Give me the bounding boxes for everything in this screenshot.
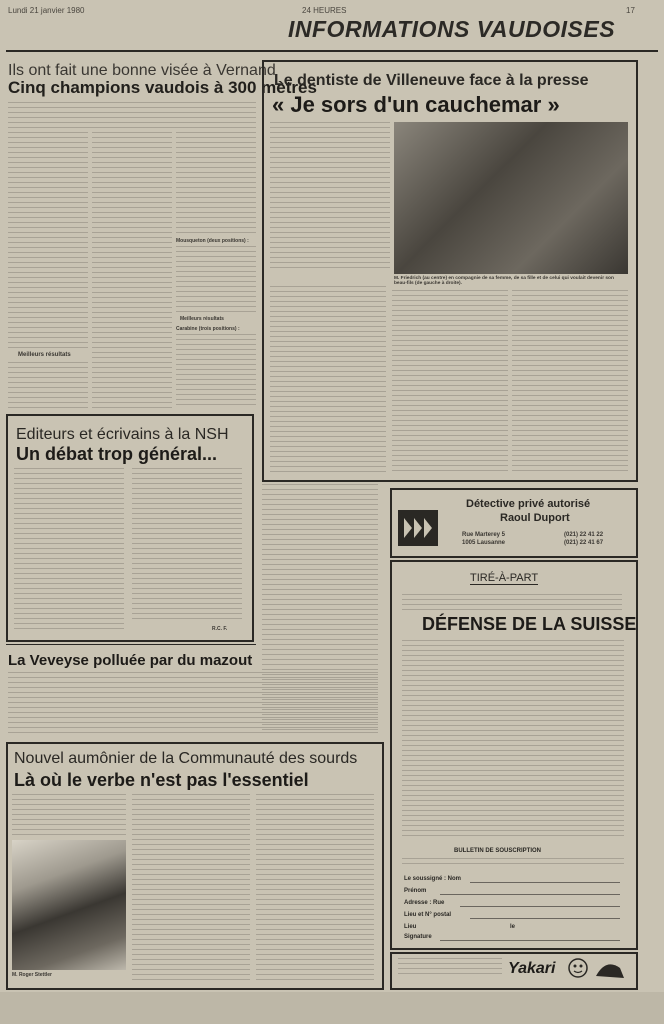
newspaper-name: 24 HEURES	[302, 6, 347, 15]
vernand-col-3c	[176, 334, 256, 408]
detective-address-2: 1005 Lausanne	[462, 540, 506, 546]
sourds-kicker: Nouvel aumônier de la Communauté des sourds	[14, 750, 358, 767]
coupon-field-name[interactable]: Le soussigné : Nom	[404, 876, 462, 882]
vernand-headline: Cinq champions vaudois à 300 mètres	[8, 78, 317, 97]
dentiste-headline: « Je sors d'un cauchemar »	[272, 92, 560, 117]
vernand-kicker: Ils ont fait une bonne visée à Vernand	[8, 62, 276, 79]
stettler-caption: M. Roger Stettler	[12, 972, 53, 978]
detective-name: Raoul Duport	[500, 512, 570, 524]
dentiste-col-2	[392, 290, 508, 472]
dentiste-intro	[270, 122, 390, 272]
tire-a-part-body	[402, 640, 624, 840]
coupon-field-date[interactable]: le	[510, 924, 516, 930]
dentiste-photo	[394, 122, 628, 274]
vernand-col3-results: Meilleurs résultats	[180, 316, 224, 322]
coupon-line-prenom	[440, 894, 620, 895]
stettler-photo	[12, 840, 126, 970]
yakari-brand: Yakari	[508, 960, 556, 977]
veveyse-rule	[6, 644, 256, 645]
coupon-line-adresse	[460, 906, 620, 907]
vernand-col-3a	[176, 132, 256, 234]
veveyse-body	[8, 672, 378, 736]
nsh-headline: Un débat trop général...	[16, 444, 218, 464]
detective-title: Détective privé autorisé	[466, 498, 591, 510]
sourds-col-2	[132, 794, 250, 980]
vernand-col-1	[8, 132, 88, 350]
sourds-headline: Là où le verbe n'est pas l'essentiel	[14, 770, 309, 790]
vernand-col-3b	[176, 246, 256, 312]
coupon-line-signature	[440, 940, 620, 941]
vernand-col-1b	[8, 362, 88, 408]
vernand-col-2	[92, 132, 172, 408]
nsh-kicker: Editeurs et écrivains à la NSH	[16, 426, 229, 443]
coupon-field-lieu[interactable]: Lieu	[404, 924, 417, 930]
coupon-field-prenom[interactable]: Prénom	[404, 888, 427, 894]
page-bottom-margin	[0, 992, 664, 1024]
detective-phone-1: (021) 22 41 22	[564, 532, 604, 538]
page-number: 17	[626, 6, 635, 15]
coupon-field-signature[interactable]: Signature	[404, 934, 432, 940]
tire-a-part-title: DÉFENSE DE LA SUISSE	[422, 614, 637, 634]
coupon-instructions	[402, 858, 624, 868]
dentiste-col-3	[512, 290, 628, 472]
tire-a-part-intro	[402, 594, 622, 610]
veveyse-headline: La Veveyse polluée par du mazout	[8, 652, 253, 669]
sourds-col-3	[256, 794, 374, 980]
detective-address-1: Rue Marterey 5	[462, 532, 506, 538]
yakari-characters-icon	[566, 956, 628, 982]
tire-a-part-label: TIRÉ-À-PART	[470, 572, 539, 584]
sourds-col-1a	[12, 794, 126, 836]
vernand-results-heading: Meilleurs résultats	[18, 352, 71, 358]
coupon-field-lieu-postal[interactable]: Lieu et N° postal	[404, 912, 452, 918]
section-title: INFORMATIONS VAUDOISES	[288, 16, 616, 42]
coupon-line-name	[470, 882, 620, 883]
dentiste-kicker: Le dentiste de Villeneuve face à la presse	[274, 72, 589, 89]
coupon-field-adresse[interactable]: Adresse : Rue	[404, 900, 445, 906]
dentiste-caption: M. Friedrich (au centre) en compagnie de sa femme, de sa fille et de celui qui voulait devenir son beau-fils (de gauche à droite).	[394, 276, 614, 287]
vernand-lead	[8, 102, 256, 128]
play-arrows-icon	[398, 510, 438, 546]
nsh-col-2	[132, 468, 242, 622]
dentiste-col-1	[270, 286, 386, 472]
nsh-col-1	[14, 468, 124, 632]
header-rule	[6, 50, 658, 52]
nsh-signature: R.C. F.	[212, 626, 228, 632]
coupon-line-lieu-postal	[470, 918, 620, 919]
yakari-illustration	[566, 956, 628, 982]
coupon-heading: BULLETIN DE SOUSCRIPTION	[454, 848, 542, 854]
vernand-mousqueton-heading: Mousqueton (deux positions) :	[176, 238, 249, 244]
yakari-ad-text	[398, 958, 502, 978]
detective-logo	[398, 510, 438, 546]
issue-date: Lundi 21 janvier 1980	[8, 6, 85, 15]
vernand-carabine-heading: Carabine (trois positions) :	[176, 326, 240, 332]
detective-phone-2: (021) 22 41 67	[564, 540, 604, 546]
